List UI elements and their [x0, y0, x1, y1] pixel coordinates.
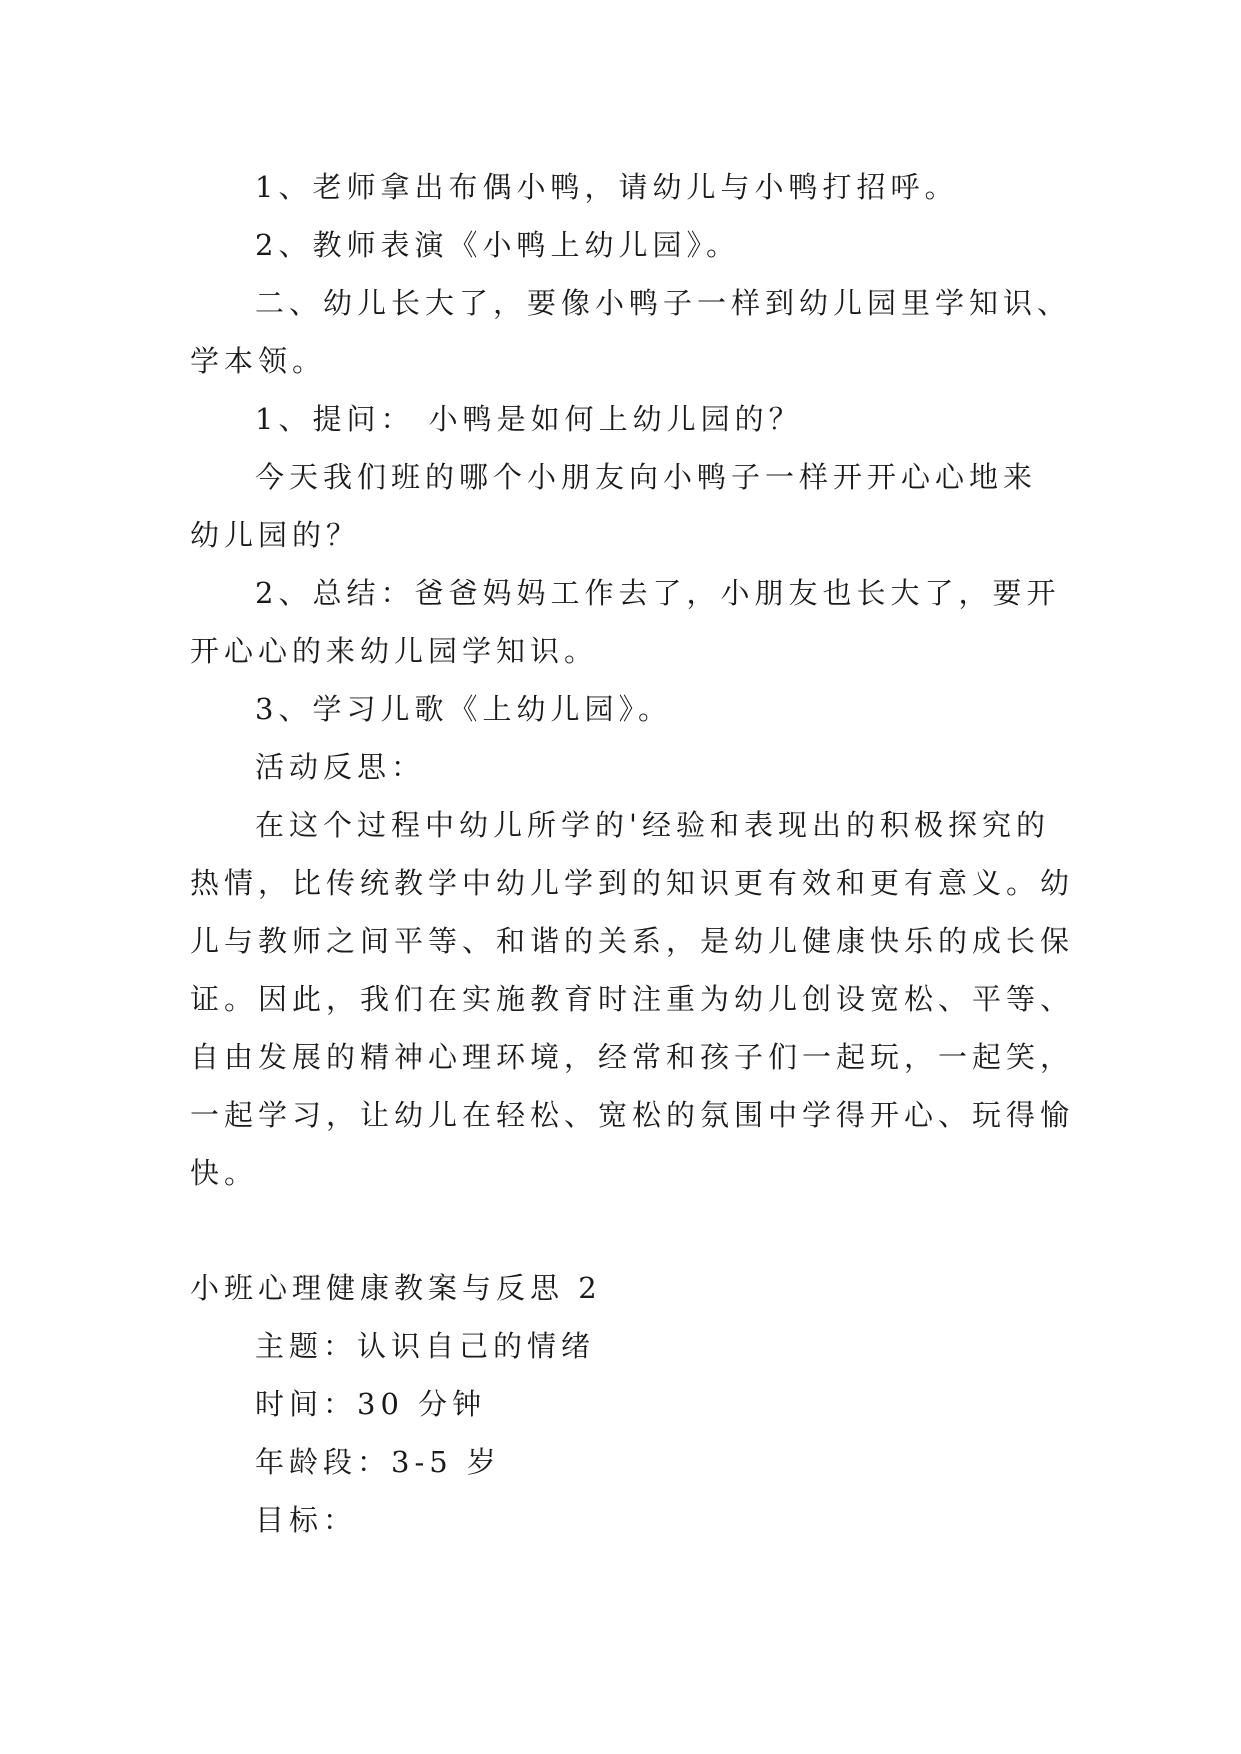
- text-line: 学本领。: [190, 344, 327, 378]
- text-line: 3、学习儿歌《上幼儿园》。: [255, 692, 672, 726]
- text-line: 主题：认识自己的情绪: [255, 1329, 596, 1363]
- text-line: 目标：: [255, 1503, 358, 1537]
- text-line: 时间：30 分钟: [255, 1387, 487, 1421]
- text-line: 年龄段：3-5 岁: [255, 1445, 501, 1479]
- text-line: 幼儿园的？: [190, 518, 361, 552]
- text-line: 热情，比传统教学中幼儿学到的知识更有效和更有意义。幼: [190, 866, 1075, 900]
- text-line: 活动反思：: [255, 750, 426, 784]
- text-line: 快。: [190, 1156, 259, 1190]
- text-line: 在这个过程中幼儿所学的'经验和表现出的积极探究的: [255, 808, 1050, 842]
- text-line: 证。因此，我们在实施教育时注重为幼儿创设宽松、平等、: [190, 982, 1075, 1016]
- text-line: 开心心的来幼儿园学知识。: [190, 634, 599, 668]
- section-title: 小班心理健康教案与反思 2: [190, 1271, 602, 1305]
- text-line: 1、提问： 小鸭是如何上幼儿园的？: [255, 402, 803, 436]
- text-line: 自由发展的精神心理环境，经常和孩子们一起玩，一起笑，: [190, 1040, 1075, 1074]
- text-line: 2、教师表演《小鸭上幼儿园》。: [255, 228, 740, 262]
- text-line: 2、总结：爸爸妈妈工作去了，小朋友也长大了，要开: [255, 576, 1061, 610]
- text-line: 一起学习，让幼儿在轻松、宽松的氛围中学得开心、玩得愉: [190, 1098, 1075, 1132]
- text-line: 二、幼儿长大了，要像小鸭子一样到幼儿园里学知识、: [255, 286, 1072, 320]
- text-line: 今天我们班的哪个小朋友向小鸭子一样开开心心地来: [255, 460, 1038, 494]
- text-line: 儿与教师之间平等、和谐的关系，是幼儿健康快乐的成长保: [190, 924, 1075, 958]
- text-line: 1、老师拿出布偶小鸭，请幼儿与小鸭打招呼。: [255, 170, 959, 204]
